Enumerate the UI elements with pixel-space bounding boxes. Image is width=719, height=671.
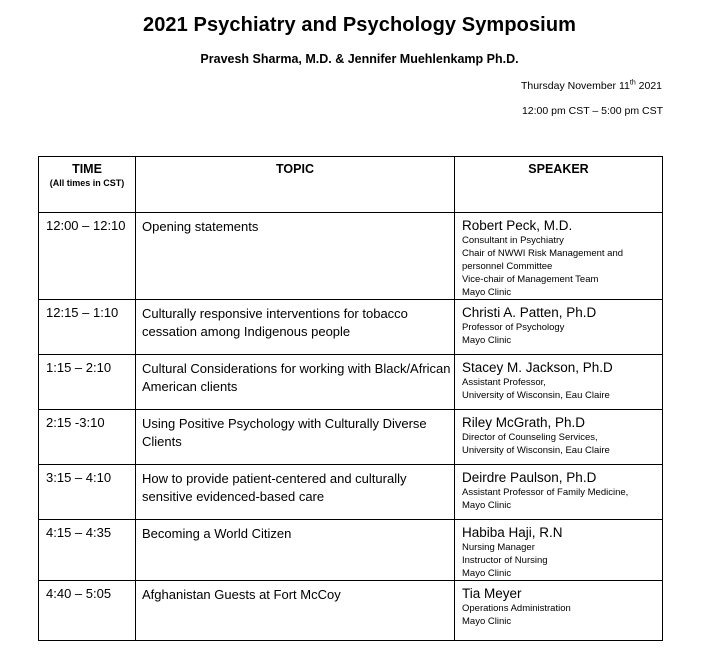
table-row (39, 581, 663, 641)
speaker-detail: Operations Administration (462, 603, 571, 614)
speaker-detail: Chair of NWWI Risk Management and (462, 248, 624, 259)
event-date-ordinal: th (629, 79, 636, 87)
event-date-prefix: Thursday November 11 (520, 80, 630, 92)
speaker-detail: Mayo Clinic (462, 287, 512, 298)
event-date-year: 2021 (635, 80, 662, 92)
session-speaker (455, 300, 663, 355)
speaker-detail: Director of Counseling Services, (462, 432, 598, 443)
speaker-detail: Consultant in Psychiatry (462, 235, 564, 246)
speaker-detail: University of Wisconsin, Eau Claire (462, 390, 610, 401)
speaker-name: Stacey M. Jackson, Ph.D (462, 360, 613, 375)
document-subtitle: Pravesh Sharma, M.D. & Jennifer Muehlenkamp Ph.D. (200, 52, 519, 66)
speaker-name: Riley McGrath, Ph.D (462, 415, 586, 430)
event-time-range: 12:00 pm CST – 5:00 pm CST (521, 105, 663, 117)
column-header-speaker: SPEAKER (455, 157, 663, 213)
event-date (521, 80, 662, 92)
session-topic: How to provide patient-centered and culturally sensitive evidenced-based care (136, 465, 455, 520)
column-header-time (39, 157, 136, 213)
column-header-time-label: TIME (72, 162, 102, 176)
table-header-row (39, 157, 663, 213)
session-time: 4:40 – 5:05 (39, 581, 136, 641)
speaker-detail: Mayo Clinic (462, 616, 512, 627)
session-speaker (455, 581, 663, 641)
session-topic: Culturally responsive interventions for tobacco cessation among Indigenous people (136, 300, 455, 355)
session-topic: Cultural Considerations for working with Black/African American clients (136, 355, 455, 410)
speaker-name: Christi A. Patten, Ph.D (462, 305, 597, 320)
session-topic: Using Positive Psychology with Culturally Diverse Clients (136, 410, 455, 465)
session-speaker (455, 213, 663, 300)
speaker-detail: Mayo Clinic (462, 335, 512, 346)
column-header-topic: TOPIC (136, 157, 455, 213)
speaker-name: Deirdre Paulson, Ph.D (462, 470, 597, 485)
session-speaker (455, 465, 663, 520)
session-topic: Afghanistan Guests at Fort McCoy (136, 581, 455, 641)
session-topic: Opening statements (136, 213, 455, 300)
speaker-name: Tia Meyer (462, 586, 522, 601)
speaker-detail: Instructor of Nursing (462, 555, 548, 566)
table-row (39, 213, 663, 300)
session-speaker (455, 410, 663, 465)
column-header-time-note: (All times in CST) (49, 178, 125, 188)
speaker-detail: Mayo Clinic (462, 568, 512, 579)
table-row (39, 355, 663, 410)
speaker-detail: Assistant Professor, (462, 377, 546, 388)
speaker-detail: Assistant Professor of Family Medicine, (462, 487, 629, 498)
speaker-detail: Mayo Clinic (462, 500, 512, 511)
session-speaker (455, 520, 663, 581)
speaker-name: Habiba Haji, R.N (462, 525, 563, 540)
table-row (39, 465, 663, 520)
session-speaker (455, 355, 663, 410)
speaker-name: Robert Peck, M.D. (462, 218, 573, 233)
session-time: 3:15 – 4:10 (39, 465, 136, 520)
session-time: 12:15 – 1:10 (39, 300, 136, 355)
speaker-detail: University of Wisconsin, Eau Claire (462, 445, 610, 456)
session-topic: Becoming a World Citizen (136, 520, 455, 581)
speaker-detail: Professor of Psychology (462, 322, 565, 333)
speaker-detail: personnel Committee (462, 261, 553, 272)
speaker-detail: Vice-chair of Management Team (462, 274, 599, 285)
session-time: 12:00 – 12:10 (39, 213, 136, 300)
session-time: 2:15 -3:10 (39, 410, 136, 465)
table-row (39, 520, 663, 581)
session-time: 4:15 – 4:35 (39, 520, 136, 581)
schedule-table (38, 156, 663, 641)
table-row (39, 410, 663, 465)
session-time: 1:15 – 2:10 (39, 355, 136, 410)
table-row (39, 300, 663, 355)
speaker-detail: Nursing Manager (462, 542, 535, 553)
document-title: 2021 Psychiatry and Psychology Symposium (142, 14, 577, 36)
